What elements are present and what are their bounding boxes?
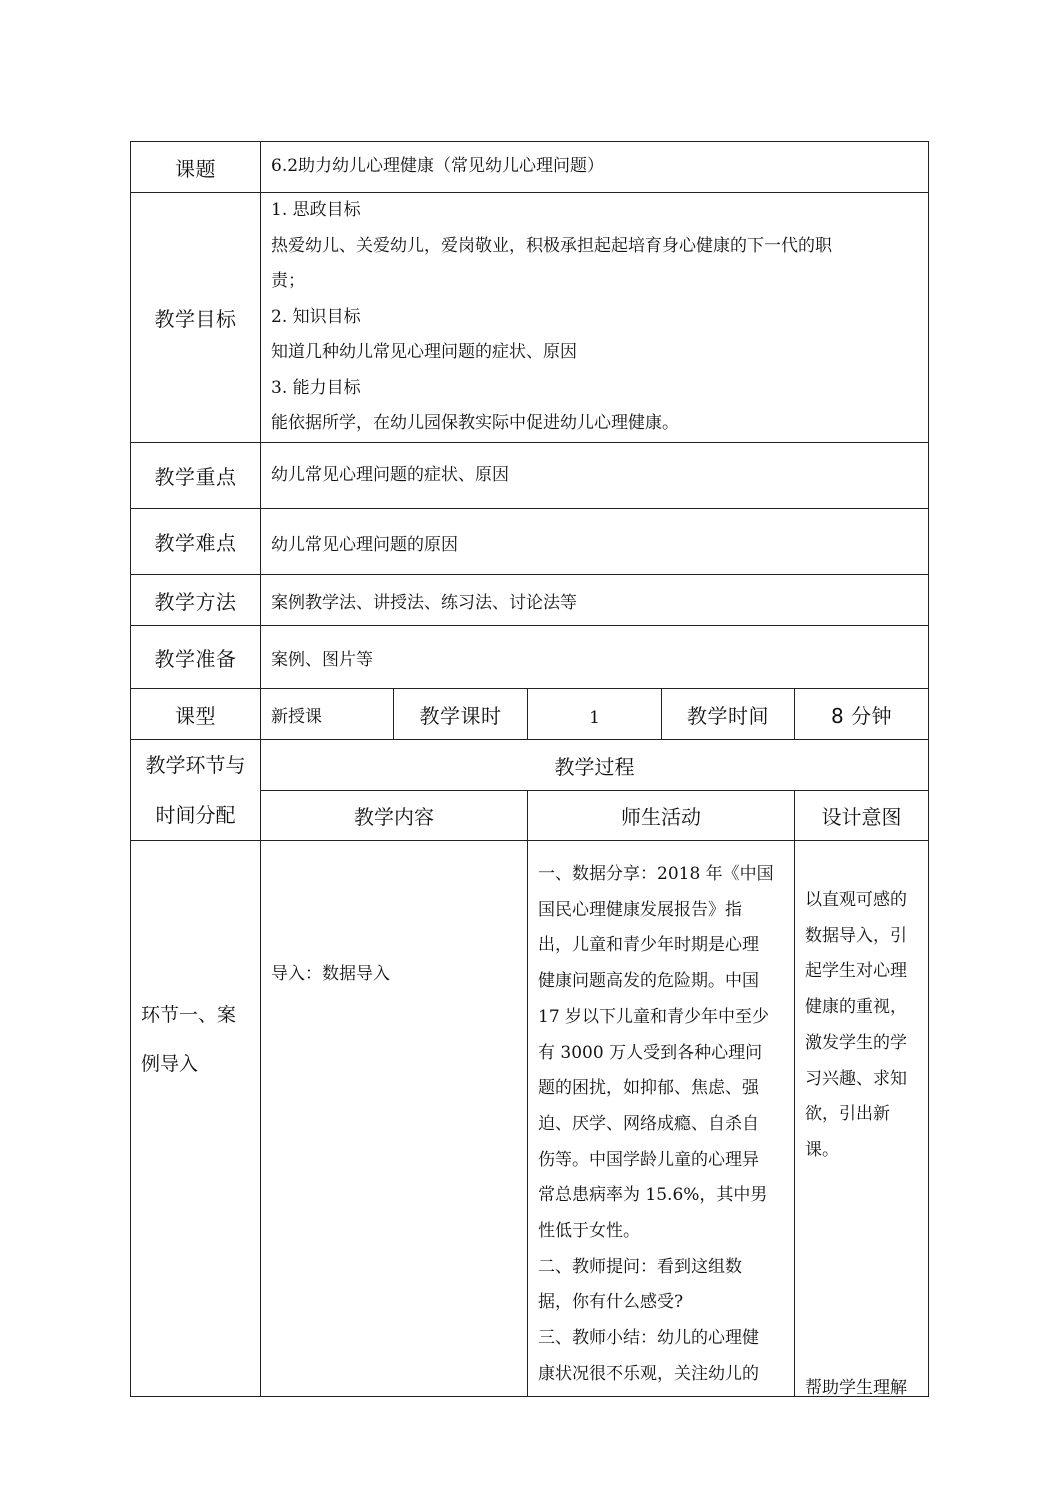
preparation-value: 案例、图片等 [261,626,929,689]
preparation-label: 教学准备 [131,626,261,689]
lesson-time-label: 教学时间 [662,689,795,740]
key-points-label: 教学重点 [131,443,261,509]
process-title-row [131,740,929,791]
intent-line: 健康的重视， [805,997,907,1018]
activity-line: 迫、厌学、网络成瘾、自杀自 [538,1113,759,1134]
activity-line: 题的困扰，如抑郁、焦虑、强 [538,1078,759,1099]
lesson-type-label: 课型 [131,689,261,740]
intent-line: 以直观可感的 [805,890,907,910]
objective-line: 1. 思政目标 [271,200,361,221]
intent-line: 数据导入，引 [805,925,907,946]
activity-line: 一、数据分享：2018 年《中国 [538,864,774,884]
activity-line: 有 3000 万人受到各种心理问 [538,1042,763,1063]
content-column-header: 教学内容 [261,791,528,841]
intent-line: 激发学生的学 [805,1032,907,1053]
intent-text [805,841,920,1169]
objectives-value [261,193,929,443]
topic-label: 课题 [131,142,261,193]
section-one-row [131,841,929,1397]
activity-line: 出，儿童和青少年时期是心理 [538,935,759,956]
section-one-content: 导入：数据导入 [261,841,528,1397]
activity-line: 伤等。中国学龄儿童的心理异 [538,1149,759,1170]
activity-line: 健康问题高发的危险期。中国 [538,971,759,992]
key-points-row [131,443,929,509]
preparation-row [131,626,929,689]
process-title: 教学过程 [261,740,929,791]
lesson-type-value: 新授课 [261,689,394,740]
lesson-hours-label: 教学课时 [394,689,528,740]
intent-line: 起学生对心理 [805,961,907,982]
topic-value: 6.2助力幼儿心理健康（常见幼儿心理问题） [261,142,929,193]
objectives-label: 教学目标 [131,193,261,443]
section-time-label-line: 时间分配 [155,803,236,827]
section-one-name [131,841,261,1397]
difficulties-value: 幼儿常见心理问题的原因 [261,509,929,575]
section-one-intent [795,841,929,1397]
activity-line: 国民心理健康发展报告》指 [538,899,742,920]
difficulties-row [131,509,929,575]
activity-line: 二、教师提问：看到这组数 [538,1256,742,1277]
section-time-label-line: 教学环节与 [145,753,246,777]
intent-line: 习兴趣、求知 [805,1068,907,1089]
section-one-activity [528,841,795,1397]
lesson-info-row [131,689,929,740]
objective-line: 能依据所学，在幼儿园保教实际中促进幼儿心理健康。 [271,413,679,434]
lesson-hours-value: 1 [528,689,662,740]
difficulties-label: 教学难点 [131,509,261,575]
topic-row [131,142,929,193]
activity-line: 性低于女性。 [538,1221,640,1242]
objectives-row [131,193,929,443]
section-time-label [131,740,261,841]
activity-line: 三、教师小结：幼儿的心理健 [538,1328,759,1349]
activity-line: 常总患病率为 15.6%，其中男 [538,1185,768,1206]
activity-column-header: 师生活动 [528,791,795,841]
intent-line: 欲，引出新 [805,1104,890,1125]
lesson-plan-table [130,141,929,1397]
activity-line: 17 岁以下儿童和青少年中至少 [538,1006,770,1027]
activity-line: 康状况很不乐观，关注幼儿的 [538,1363,759,1384]
objective-line: 热爱幼儿、关爱幼儿，爱岗敬业，积极承担起起培育身心健康的下一代的职 [271,235,832,256]
methods-row [131,575,929,626]
objective-line: 3. 能力目标 [271,377,361,398]
objective-line: 2. 知识目标 [271,306,361,327]
intent-tail: 帮助学生理解 [805,1378,907,1397]
methods-value: 案例教学法、讲授法、练习法、讨论法等 [261,575,929,626]
section-one-name-line: 例导入 [141,1053,199,1075]
lesson-time-value: 8 分钟 [795,689,929,740]
activity-line: 据，你有什么感受? [538,1292,684,1313]
section-one-name-line: 环节一、案 [141,1004,237,1026]
key-points-value: 幼儿常见心理问题的症状、原因 [261,443,929,509]
intent-column-header: 设计意图 [795,791,929,841]
intent-line: 课。 [805,1139,839,1160]
methods-label: 教学方法 [131,575,261,626]
objective-line: 知道几种幼儿常见心理问题的症状、原因 [271,342,577,363]
objective-line: 责； [271,271,305,292]
